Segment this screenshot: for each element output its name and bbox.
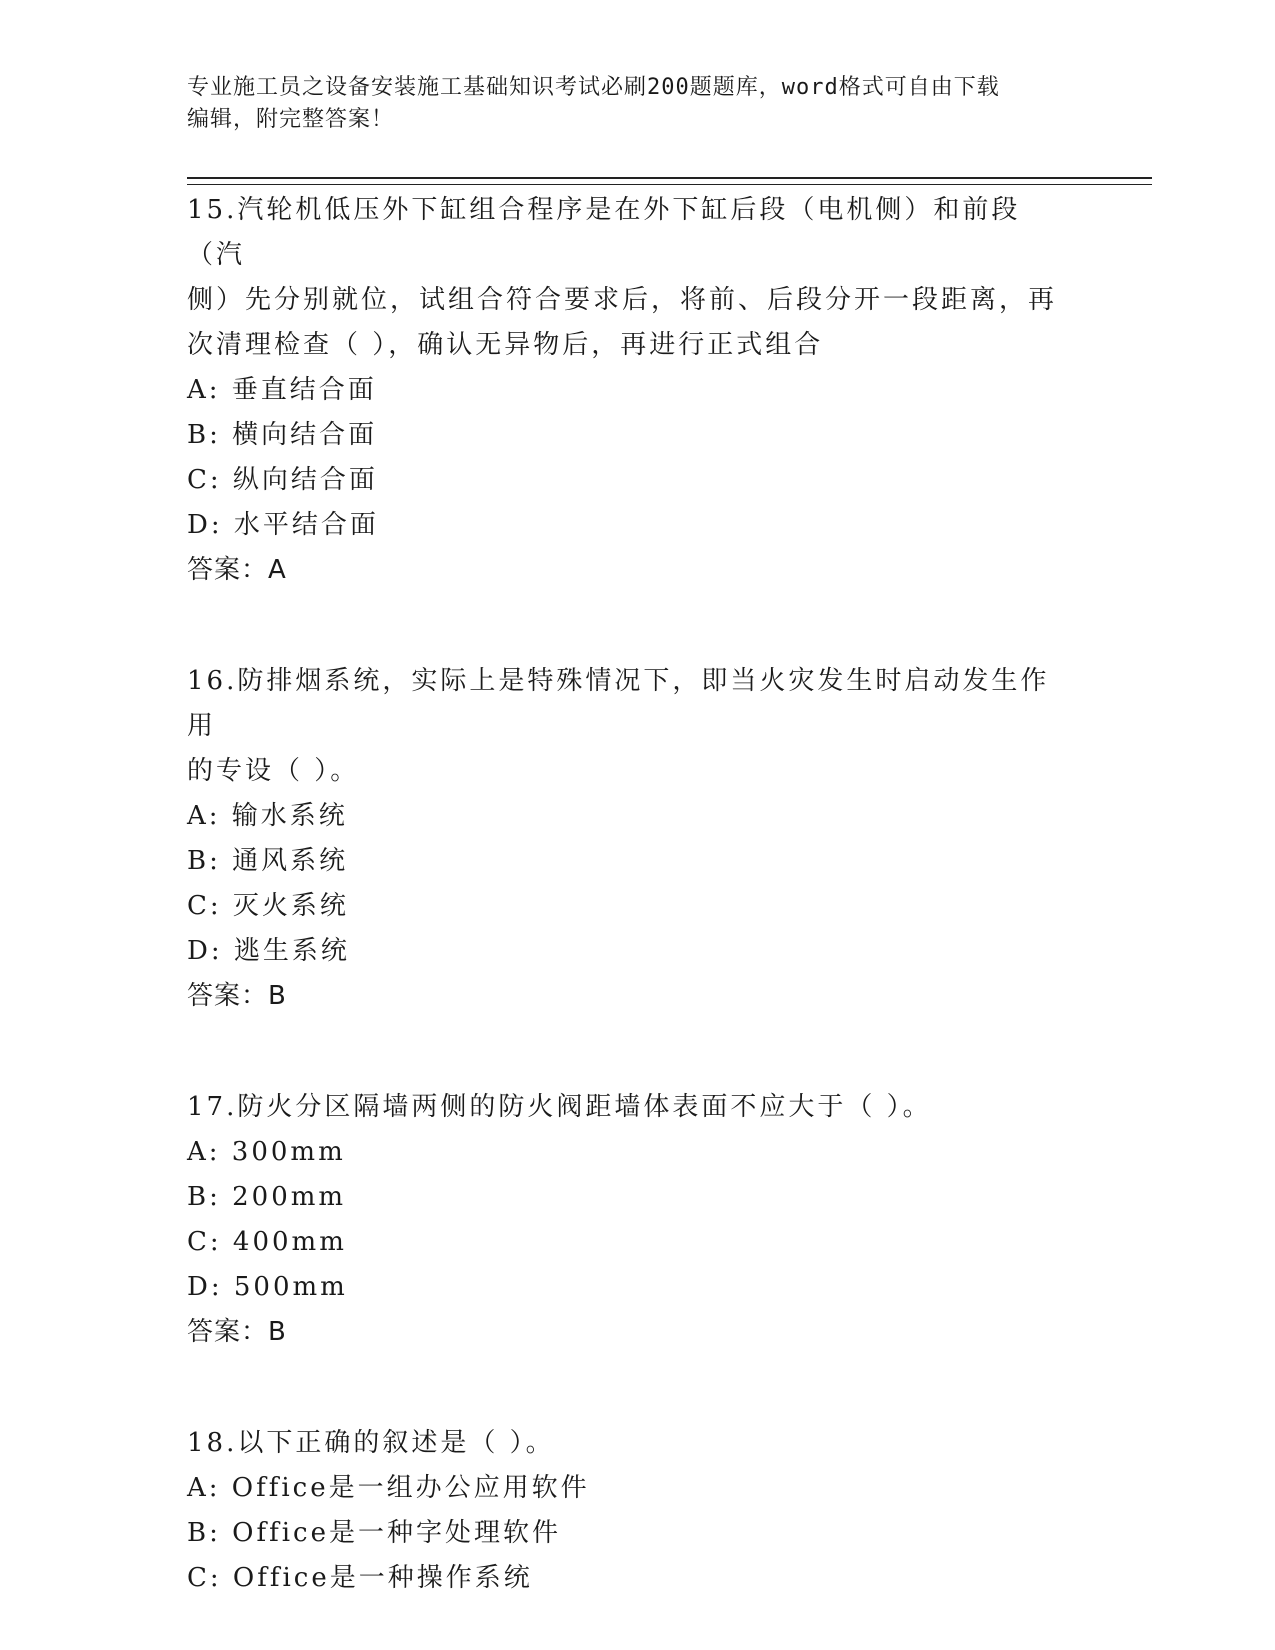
option-a: A: 300mm (187, 1137, 346, 1167)
option-c: C: 400mm (187, 1227, 347, 1257)
question-stem-line: 的专设（ ）。 (187, 756, 360, 786)
question-stem-line: 18.以下正确的叙述是（ ）。 (187, 1428, 555, 1458)
option-c: C: 灭火系统 (187, 891, 349, 921)
answer-label: 答案：B (187, 1317, 287, 1347)
question-stem-line: 17.防火分区隔墙两侧的防火阀距墙体表面不应大于（ ）。 (187, 1092, 932, 1122)
question-stem-line: 次清理检查（ ），确认无异物后，再进行正式组合 (187, 330, 824, 360)
question-16 (187, 659, 1067, 1019)
question-15 (187, 188, 1067, 593)
option-b: B: 横向结合面 (187, 420, 378, 450)
option-b: B: Office是一种字处理软件 (187, 1518, 561, 1548)
option-b: B: 200mm (187, 1182, 347, 1212)
header-line-2: 编辑，附完整答案！ (187, 107, 395, 132)
option-c: C: Office是一种操作系统 (187, 1563, 533, 1593)
option-d: D: 逃生系统 (187, 936, 350, 966)
question-17 (187, 1085, 1067, 1355)
answer-label: 答案：A (187, 555, 287, 585)
option-b: B: 通风系统 (187, 846, 349, 876)
option-c: C: 纵向结合面 (187, 465, 378, 495)
option-d: D: 水平结合面 (187, 510, 379, 540)
option-a: A: 输水系统 (187, 801, 348, 831)
option-a: A: Office是一组办公应用软件 (187, 1473, 590, 1503)
question-18 (187, 1421, 1067, 1601)
header-divider-thin (187, 184, 1152, 185)
question-stem-line: 15.汽轮机低压外下缸组合程序是在外下缸后段（电机侧）和前段（汽 (187, 195, 1021, 270)
header-divider-thick (187, 177, 1152, 179)
option-a: A: 垂直结合面 (187, 375, 377, 405)
document-header (187, 72, 1067, 136)
question-stem-line: 16.防排烟系统，实际上是特殊情况下，即当火灾发生时启动发生作用 (187, 666, 1050, 741)
option-d: D: 500mm (187, 1272, 348, 1302)
question-list (187, 188, 1067, 1625)
answer-label: 答案：B (187, 981, 287, 1011)
question-stem-line: 侧）先分别就位，试组合符合要求后，将前、后段分开一段距离，再 (187, 285, 1058, 315)
header-line-1: 专业施工员之设备安装施工基础知识考试必刷200题题库，word格式可自由下载 (187, 75, 1000, 100)
